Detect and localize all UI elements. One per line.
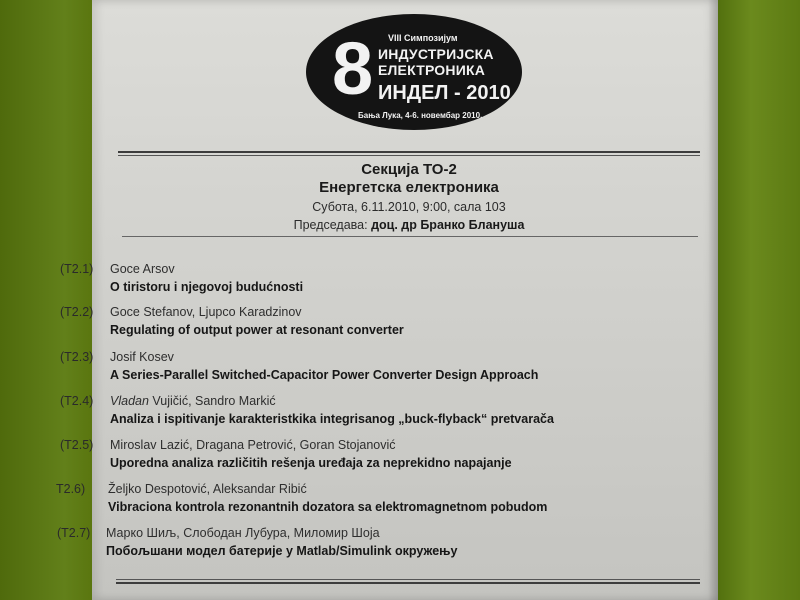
- entry-paper-title: A Series-Parallel Switched-Capacitor Power Converter Design Approach: [110, 368, 539, 382]
- logo-line-indel: ИНДЕЛ - 2010: [378, 82, 511, 104]
- session-datetime: Субота, 6.11.2010, 9:00, сала 103: [312, 200, 506, 214]
- divider-top-thick: [118, 151, 700, 153]
- logo-line-electronics: ЕЛЕКТРОНИКА: [378, 62, 486, 78]
- entry-code: (T2.2): [60, 305, 94, 319]
- background-wall-right: [718, 0, 800, 600]
- entry-author-first-italic: Vladan: [110, 394, 149, 408]
- entry-authors: Марко Шиљ, Слободан Лубура, Миломир Шоја: [106, 526, 380, 540]
- program-entry: [0, 526, 626, 566]
- session-chair: [118, 218, 700, 232]
- session-title: Секција ТО-2: [361, 161, 457, 178]
- chair-name: доц. др Бранко Блануша: [371, 218, 525, 232]
- entry-paper-title: Analiza i ispitivanje karakteristkika integrisanog „buck-flyback“ pretvarača: [110, 412, 554, 426]
- chair-label: Председава:: [293, 218, 368, 232]
- logo-line-symposium: VIII Симпозијум: [388, 33, 458, 43]
- program-entry: [0, 305, 626, 345]
- entry-code: (T2.1): [60, 262, 94, 276]
- entry-code: (T2.3): [60, 350, 94, 364]
- program-entry: [0, 482, 626, 522]
- entry-code: (T2.4): [60, 394, 94, 408]
- entry-paper-title: O tiristoru i njegovoj budućnosti: [110, 280, 304, 294]
- entry-paper-title: Побољшани модел батерије у Matlab/Simulink окружењу: [106, 544, 458, 558]
- entry-code: T2.6): [56, 482, 86, 496]
- entry-authors: Goce Stefanov, Ljupco Karadzinov: [110, 305, 302, 319]
- logo-number: 8: [332, 27, 374, 110]
- session-subtitle: Енергетска електроника: [319, 179, 499, 196]
- program-entry: [0, 350, 626, 390]
- entry-code: (T2.7): [57, 526, 91, 540]
- entry-authors: [110, 394, 276, 408]
- program-entry: [0, 438, 626, 478]
- entry-authors-rest: Vujičić, Sandro Markić: [148, 394, 276, 408]
- paper-edge-shadow: [708, 0, 718, 600]
- entry-code: (T2.5): [60, 438, 94, 452]
- program-entry: [0, 262, 626, 302]
- entry-authors: Josif Kosev: [110, 350, 174, 364]
- divider-bottom-thin: [116, 579, 700, 580]
- program-entry: [0, 394, 626, 434]
- divider-bottom-thick: [116, 582, 700, 584]
- symposium-logo: [306, 14, 522, 130]
- entry-authors: Željko Despotović, Aleksandar Ribić: [108, 482, 307, 496]
- entry-authors: Miroslav Lazić, Dragana Petrović, Goran Stojanović: [110, 438, 396, 452]
- entry-authors: Goce Arsov: [110, 262, 175, 276]
- entry-paper-title: Vibraciona kontrola rezonantnih dozatora sa elektromagnetnom pobudom: [108, 500, 548, 514]
- logo-location-date: Бања Лука, 4-6. новембар 2010.: [358, 111, 483, 120]
- divider-middle: [122, 236, 698, 237]
- divider-top-thin: [118, 155, 700, 156]
- logo-line-industrial: ИНДУСТРИЈСКА: [378, 46, 494, 62]
- entry-paper-title: Regulating of output power at resonant converter: [110, 323, 404, 337]
- entry-paper-title: Uporedna analiza različitih rešenja uređaja za neprekidno napajanje: [110, 456, 512, 470]
